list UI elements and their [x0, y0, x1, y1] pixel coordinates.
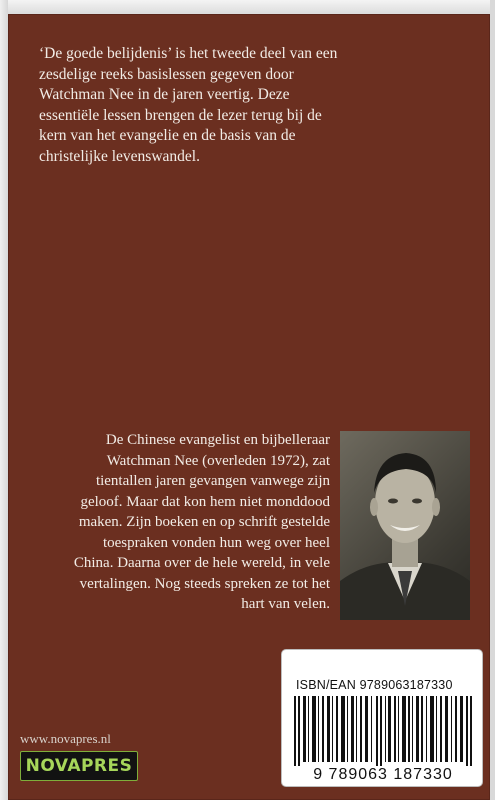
author-bio: De Chinese evangelist en bijbelleraar Watchman Nee (overleden 1972), zat tientallen jaren gevangen vanwege zijn geloof. Maar dat kon hem niet monddood maken. Zijn boeken en op schrift gestelde toespraken vonden hun weg over heel China. Daarna over de hele wereld, in vele vertalingen. Nog steeds spreken ze tot het hart van velen. [73, 432, 330, 612]
isbn-barcode-label [282, 650, 482, 786]
barcode-digits: 9 789063 187330 [313, 766, 453, 783]
isbn-text: ISBN/EAN 9789063187330 [296, 678, 453, 692]
page-edge-top [0, 0, 495, 14]
author-portrait-image [340, 431, 470, 620]
author-photo [340, 431, 470, 620]
page-edge-left [0, 0, 8, 800]
publisher-logo [20, 751, 138, 781]
publisher-url: www.novapres.nl [20, 731, 111, 746]
page-edge-right [490, 0, 495, 800]
barcode-icon [294, 696, 474, 766]
book-blurb: ‘De goede belijdenis’ is het tweede deel van een zesdelige reeks basislessen gegeven door Watchman Nee in de jaren veertig. Deze essentiële lessen brengen de lezer terug bij de kern van het evangelie en de basis van de christelijke levenswandel. [39, 45, 338, 165]
publisher-logo-text: NOVAPRES [25, 756, 133, 776]
